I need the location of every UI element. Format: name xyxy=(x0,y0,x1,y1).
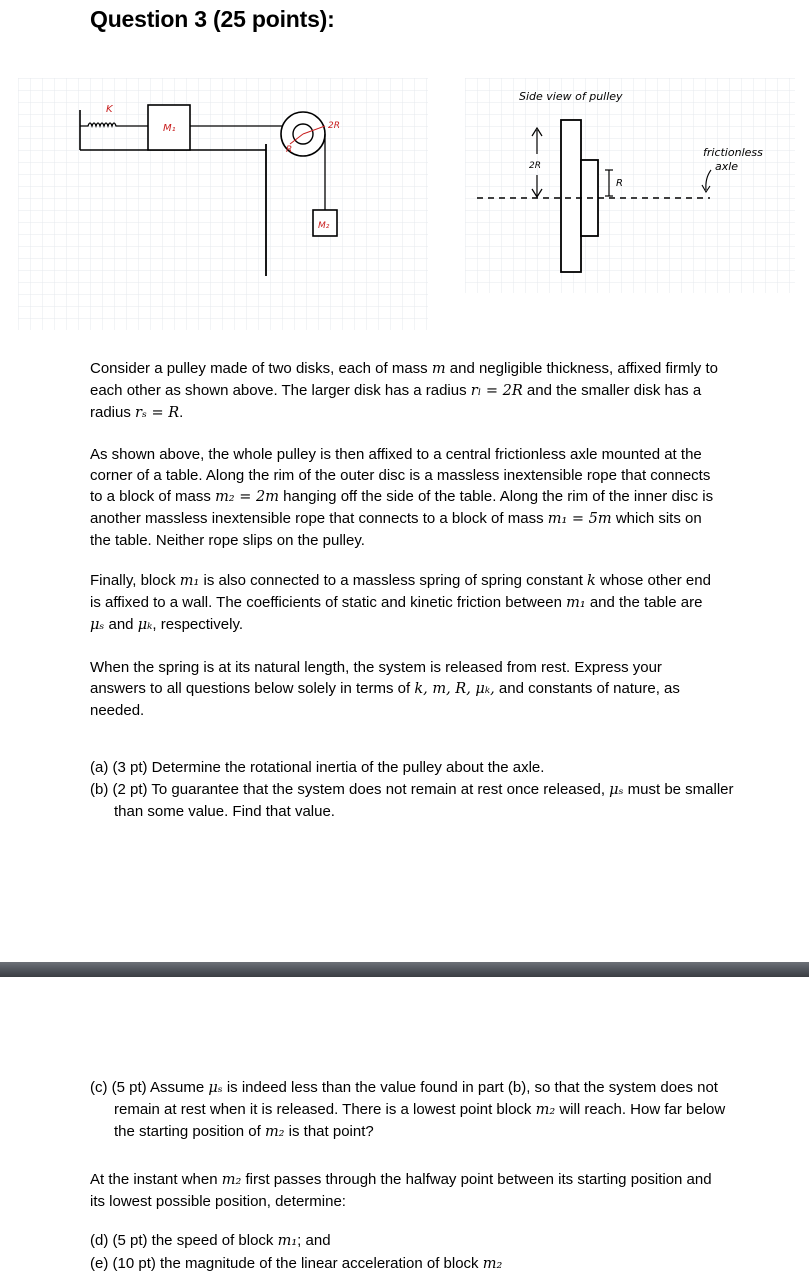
question-d xyxy=(90,1230,744,1252)
large-disc-side xyxy=(561,120,581,272)
text: and the smaller disk has a radius xyxy=(90,382,702,421)
text: which sits on the table. Neither rope slips on the pulley. xyxy=(90,510,702,549)
pulley-system-diagram xyxy=(18,78,428,330)
text: and the table are xyxy=(585,594,703,611)
text: hanging off the side of the table. Along the rim of the inner disc is another massless inextensible rope that connects to a block of mass xyxy=(90,488,714,527)
paragraph-setup xyxy=(90,444,720,551)
grid-background xyxy=(465,78,795,293)
text: Consider a pulley made of two disks, each of mass xyxy=(90,360,432,377)
text: At the instant when xyxy=(90,1171,222,1188)
math: rₛ = R xyxy=(135,405,180,421)
text: ; and xyxy=(297,1232,331,1249)
question-c xyxy=(90,1077,744,1143)
math: m₁ xyxy=(566,595,586,611)
text: is also connected to a massless spring of spring constant xyxy=(199,572,588,589)
math: m xyxy=(431,361,446,377)
text: is indeed less than the value found in part (b), so that the system does not remain at rest when it is released. There is a lowest point block xyxy=(114,1079,718,1118)
text: is that point? xyxy=(284,1123,374,1140)
side-r-label: R xyxy=(616,178,623,189)
text: (b) (2 pt) To guarantee that the system does not remain at rest once released, xyxy=(90,781,610,798)
pulley-r-label: R xyxy=(286,145,293,155)
math: k, m, R, μₖ, xyxy=(414,681,495,697)
math: m₂ xyxy=(221,1172,242,1188)
question-e xyxy=(90,1253,744,1275)
text: first passes through the halfway point between its starting position and its lowest possible position, determine: xyxy=(90,1171,712,1210)
spring-label: K xyxy=(106,104,113,115)
pulley-side-view-diagram xyxy=(465,78,795,293)
side-view-caption: Side view of pulley xyxy=(519,90,623,103)
math: m₂ xyxy=(264,1124,285,1140)
page-title: Question 3 (25 points): xyxy=(90,6,335,32)
side-2r-label: 2R xyxy=(529,161,541,171)
paragraph-instructions xyxy=(90,657,720,721)
text: whose other end is affixed to a wall. The coefficients of static and kinetic friction between xyxy=(90,572,711,611)
text: Finally, block xyxy=(90,572,180,589)
text: As shown above, the whole pulley is then affixed to a central frictionless axle mounted at the corner of a table. Along the rim of the outer disc is a massless inextensible rope that connects to a block of mass xyxy=(90,446,711,505)
axle-note-line1: frictionless xyxy=(703,146,763,159)
block-m2-label: M₂ xyxy=(318,221,330,231)
question-a: (a) (3 pt) Determine the rotational inertia of the pulley about the axle. xyxy=(90,759,545,776)
math: m₁ = 5m xyxy=(547,511,612,527)
question-b xyxy=(90,779,744,822)
paragraph-halfway xyxy=(90,1169,720,1212)
text: (c) (5 pt) Assume xyxy=(90,1079,209,1096)
math: k xyxy=(587,573,596,589)
text: When the spring is at its natural length, the system is released from rest. Express your answers to all questions below solely in terms of xyxy=(90,659,662,697)
text: and constants of nature, as needed. xyxy=(90,680,680,719)
math: μₖ xyxy=(137,617,153,633)
math: m₂ xyxy=(535,1102,556,1118)
paragraph-spring-friction xyxy=(90,570,720,636)
math: rₗ = 2R xyxy=(470,383,523,399)
text: (d) (5 pt) the speed of block xyxy=(90,1232,278,1249)
math: m₁ xyxy=(179,573,200,589)
math: μₛ xyxy=(208,1080,223,1096)
math: μₛ xyxy=(609,782,624,798)
math: m₂ = 2m xyxy=(215,489,279,505)
text: . xyxy=(179,404,184,421)
text: (e) (10 pt) the magnitude of the linear acceleration of block xyxy=(90,1255,483,1272)
block-m1-label: M₁ xyxy=(163,123,176,134)
pulley-2r-label: 2R xyxy=(328,121,340,131)
math: μₛ xyxy=(90,617,105,633)
axle-note-line2: axle xyxy=(715,160,739,173)
text: will reach. How far below the starting position of xyxy=(114,1101,726,1140)
text: and negligible thickness, affixed firmly to each other as shown above. The larger disk has a radius xyxy=(90,360,718,399)
paragraph-pulley-description xyxy=(90,358,720,424)
text: must be smaller than some value. Find that value. xyxy=(114,781,734,820)
math: m₁ xyxy=(277,1233,298,1249)
text: , respectively. xyxy=(152,616,243,633)
text: and xyxy=(104,616,138,633)
math: m₂ xyxy=(482,1256,503,1272)
page-separator xyxy=(0,962,809,977)
